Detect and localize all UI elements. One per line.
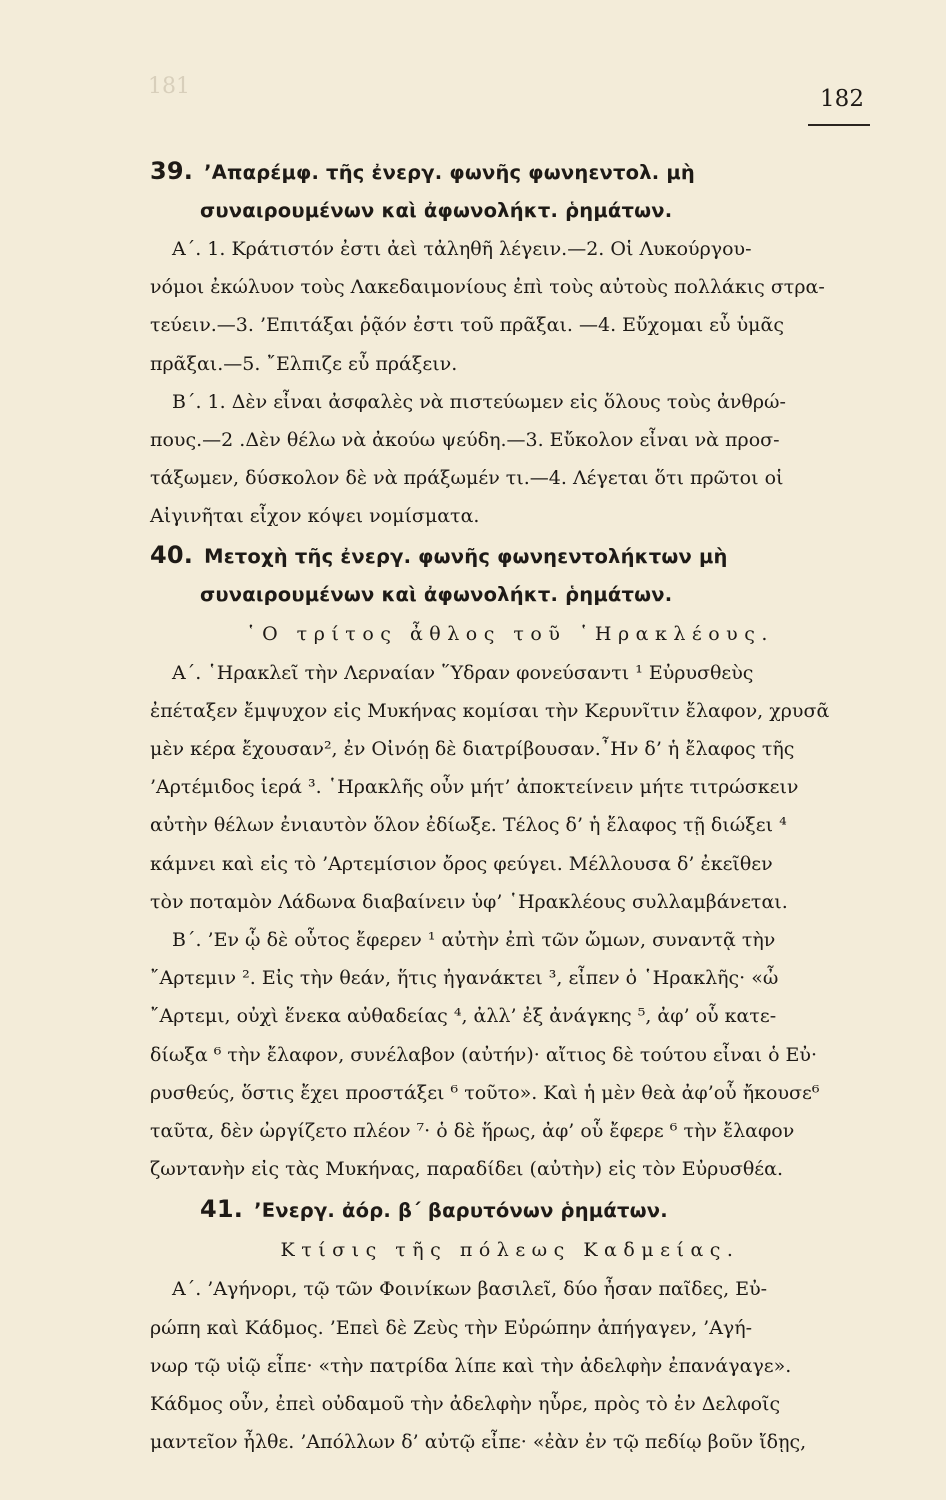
- paragraph-line: ζωντανὴν εἰς τὰς Μυκήνας, παραδίδει (αὐτὴν) εἰς τὸν Εὐρυσθέα.: [150, 1158, 784, 1181]
- paragraph-line: Κάδμος οὖν, ἐπεὶ οὐδαμοῦ τὴν ἀδελφὴν ηὗρε, πρὸς τὸ ἐν Δελφοῖς: [150, 1393, 781, 1416]
- paragraph-line: Α΄. ῾Ηρακλεῖ τὴν Λερναίαν ῞Υδραν φονεύσαντι ¹ Εὐρυσθεὺς: [172, 661, 754, 684]
- paragraph-line: Β΄. ’Εν ᾧ δὲ οὗτος ἔφερεν ¹ αὐτὴν ἐπὶ τῶν ὤμων, συναντᾷ τὴν: [172, 929, 776, 952]
- section-40-heading: [150, 536, 870, 576]
- section-39-heading: [150, 152, 870, 192]
- paragraph-line: Α΄. 1. Κράτιστόν ἐστι ἀεὶ τἀληθῆ λέγειν.—2. Οἱ Λυκούργου-: [172, 238, 752, 260]
- heading-line: Μετοχὴ τῆς ἐνεργ. φωνῆς φωνηεντολήκτων μὴ: [204, 544, 728, 568]
- paragraph-line: ῎Αρτεμιν ². Εἰς τὴν θεάν, ἥτις ἠγανάκτει ³, εἶπεν ὁ ῾Ηρακλῆς· «ὦ: [150, 967, 779, 990]
- paragraph-line: κάμνει καὶ εἰς τὸ ’Αρτεμίσιον ὄρος φεύγει. Μέλλουσα δ’ ἐκεῖθεν: [150, 852, 773, 875]
- bleed-through-page-number: 181: [148, 74, 190, 99]
- paragraph-line: μαντεῖον ἦλθε. ’Απόλλων δ’ αὐτῷ εἶπε· «ἐὰν ἐν τῷ πεδίῳ βοῦν ἴδῃς,: [150, 1431, 807, 1454]
- paragraph-line: πρᾶξαι.—5. ῎Ελπιζε εὖ πράξειν.: [150, 352, 458, 375]
- paragraph-line: ρώπη καὶ Κάδμος. ’Επεὶ δὲ Ζεὺς τὴν Εὐρώπην ἀπήγαγεν, ’Αγή-: [150, 1316, 753, 1339]
- paragraph-line: ταῦτα, δὲν ὠργίζετο πλέον ⁷· ὁ δὲ ἥρως, ἀφ’ οὗ ἔφερε ⁶ τὴν ἔλαφον: [150, 1120, 795, 1143]
- section-40-heading-cont: [150, 576, 870, 614]
- paragraph-line: νωρ τῷ υἱῷ εἶπε· «τὴν πατρίδα λίπε καὶ τὴν ἀδελφὴν ἐπανάγαγε».: [150, 1354, 792, 1377]
- paragraph-line: ’Αρτέμιδος ἱερά ³. ῾Ηρακλῆς οὖν μήτ’ ἀποκτείνειν μήτε τιτρώσκειν: [150, 776, 799, 799]
- paragraph-line: Α΄. ’Αγήνορι, τῷ τῶν Φοινίκων βασιλεῖ, δύο ἦσαν παῖδες, Εὐ-: [172, 1278, 768, 1301]
- paragraph-line: νόμοι ἐκώλυον τοὺς Λακεδαιμονίους ἐπὶ τοὺς αὐτοὺς πολλάκις στρα-: [150, 276, 825, 299]
- heading-line: ’Ενεργ. ἀόρ. β΄ βαρυτόνων ῥημάτων.: [254, 1199, 668, 1223]
- paragraph-line: ῎Αρτεμι, οὐχὶ ἕνεκα αὐθαδείας ⁴, ἀλλ’ ἐξ ἀνάγκης ⁵, ἀφ’ οὗ κατε-: [150, 1005, 777, 1028]
- paragraph-line: τὸν ποταμὸν Λάδωνα διαβαίνειν ὑφ’ ῾Ηρακλέους συλλαμβάνεται.: [150, 890, 788, 913]
- section-39-heading-cont: [150, 192, 870, 230]
- paragraph-line: πους.—2 .Δὲν θέλω νὰ ἀκούω ψεύδη.—3. Εὔκολον εἶναι νὰ προσ-: [150, 429, 780, 452]
- page-number: 182: [820, 86, 864, 112]
- section-number: 39.: [150, 157, 194, 185]
- section-41-heading: [150, 1190, 870, 1230]
- paragraph-line: ρυσθεύς, ὅστις ἔχει προστάξει ⁶ τοῦτο». Καὶ ἡ μὲν θεὰ ἀφ’οὗ ἤκουσε⁶: [150, 1081, 820, 1104]
- paragraph-line: μὲν κέρα ἔχουσαν², ἐν Οἰνόῃ δὲ διατρίβουσαν.῏Ην δ’ ἡ ἔλαφος τῆς: [150, 738, 795, 761]
- page-number-rule: [808, 124, 870, 126]
- section-number: 40.: [150, 540, 194, 569]
- section-number: 41.: [200, 1195, 244, 1224]
- heading-line: συναιρουμένων καὶ ἀφωνολήκτ. ῥημάτων.: [200, 199, 673, 222]
- paragraph-line: Β΄. 1. Δὲν εἶναι ἀσφαλὲς νὰ πιστεύωμεν εἰς ὅλους τοὺς ἀνθρώ-: [172, 390, 786, 413]
- section-40-title: ῾Ο τρίτος ἆθλος τοῦ ῾Ηρακλέους.: [246, 622, 774, 645]
- paragraph-line: ἐπέταξεν ἔμψυχον εἰς Μυκήνας κομίσαι τὴν Κερυνῖτιν ἔλαφον, χρυσᾶ: [150, 699, 830, 722]
- heading-line: ’Απαρέμφ. τῆς ἐνεργ. φωνῆς φωνηεντολ. μὴ: [204, 161, 695, 184]
- paragraph-line: τάξωμεν, δύσκολον δὲ νὰ πράξωμέν τι.—4. Λέγεται ὅτι πρῶτοι οἱ: [150, 467, 784, 490]
- heading-line: συναιρουμένων καὶ ἀφωνολήκτ. ῥημάτων.: [200, 582, 673, 606]
- page-content: [150, 152, 870, 1461]
- section-41-title: Κτίσις τῆς πόλεως Καδμείας.: [280, 1239, 740, 1262]
- paragraph-line: δίωξα ⁶ τὴν ἔλαφον, συνέλαβον (αὐτήν)· αἴτιος δὲ τούτου εἶναι ὁ Εὐ·: [150, 1043, 818, 1066]
- paragraph-line: Αἰγινῆται εἶχον κόψει νομίσματα.: [150, 505, 480, 528]
- paragraph-line: τεύειν.—3. ’Επιτάξαι ῥᾷόν ἐστι τοῦ πρᾶξαι. —4. Εὔχομαι εὖ ὑμᾶς: [150, 314, 784, 337]
- paragraph-line: αὐτὴν θέλων ἐνιαυτὸν ὅλον ἐδίωξε. Τέλος δ’ ἡ ἔλαφος τῇ διώξει ⁴: [150, 814, 787, 837]
